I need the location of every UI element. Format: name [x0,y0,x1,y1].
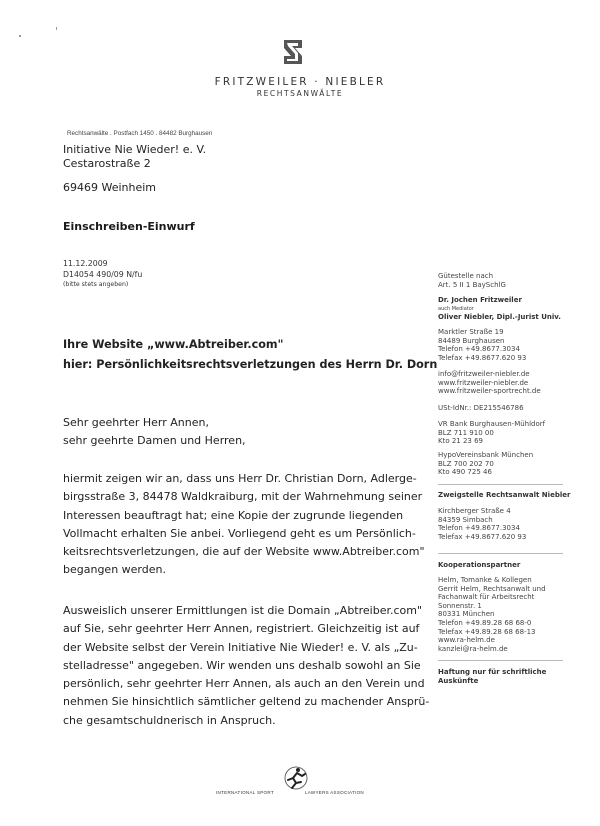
recipient-city: 69469 Weinheim [63,181,157,194]
sidebar-text: Auskünfte [438,676,479,685]
sidebar-web [438,370,598,396]
sidebar-text: 84359 Simbach [438,515,493,524]
paragraph-line: keitsrechtsverletzungen, die auf der Website www.Abtreiber.com" [63,545,425,559]
sidebar-partners [438,296,598,322]
firm-logo-icon [281,39,305,65]
partner-note: auch Mediator [438,305,474,312]
paragraph-line: che gesamtschuldnerisch in Anspruch. [63,713,276,727]
letter-date: 11.12.2009 [63,259,108,268]
sidebar-bank-1 [438,420,598,446]
subject-line-1: Ihre Website „www.Abtreiber.com" [63,338,284,351]
sidebar-text: Gerrit Helm, Rechtsanwalt und [438,584,546,593]
sidebar-text: Telefon +49.8677.3034 [438,524,520,533]
paragraph-line: nehmen Sie hinsichtlich sämtlicher geltend zu machender Ansprü- [63,695,430,709]
sidebar-liability [438,668,598,685]
sidebar-divider [438,484,563,485]
sidebar-guetestelle [438,272,598,289]
sidebar-text: BLZ 700 202 70 [438,459,494,468]
email-link[interactable]: info@fritzweiler-niebler.de [438,370,530,378]
salutation-2: sehr geehrte Damen und Herren, [63,434,246,447]
firm-subtitle: RECHTSANWÄLTE [256,89,344,98]
sidebar-text: Art. 5 II 1 BaySchlG [438,280,506,289]
sidebar-bank-2 [438,451,598,477]
sidebar-text: Marktler Straße 19 [438,328,504,336]
sidebar-text: HypoVereinsbank München [438,451,534,459]
footer-text-right: LAWYERS ASSOCIATION [305,790,364,795]
branch-title: Zweigstelle Rechtsanwalt Niebler [438,491,571,499]
sidebar-text: 80331 München [438,610,495,619]
website-link[interactable]: www.ra-helm.de [438,636,495,645]
paragraph-line: persönlich, sehr geehrter Herr Annen, als auch an den Verein und [63,677,425,691]
recipient-name: Initiative Nie Wieder! e. V. [63,143,207,156]
website-link[interactable]: www.fritzweiler-niebler.de [438,378,529,387]
email-link[interactable]: kanzlei@ra-helm.de [438,644,508,653]
reference-number: D14054 490/09 N/fu [63,270,143,279]
sidebar-text: VR Bank Burghausen-Mühldorf [438,420,546,428]
paragraph-line: hiermit zeigen wir an, dass uns Herr Dr. Christian Dorn, Adlerge- [63,472,417,485]
paragraph-line: birgsstraße 3, 84478 Waldkraiburg, mit der Wahrnehmung seiner [63,490,423,504]
paragraph-line: Interessen beauftragt hat; eine Kopie der zugrunde liegenden [63,508,404,522]
sidebar-text: Telefax +49.89.28 68 68-13 [438,627,536,636]
sidebar-branch [438,507,598,541]
sidebar-text: Haftung nur für schriftliche [438,668,547,676]
firm-name: FRITZWEILER · NIEBLER [214,76,386,88]
sidebar-divider [438,553,563,554]
sidebar-coop [438,576,598,653]
sidebar-text: Kto 490 725 46 [438,468,492,477]
sidebar-branch-title [438,491,598,500]
sidebar-text: BLZ 711 910 00 [438,428,494,437]
sports-lawyers-logo-icon [283,765,309,791]
punch-mark [19,35,21,37]
sidebar-text: Fachanwalt für Arbeitsrecht [438,593,535,602]
sidebar-text: Kto 21 23 69 [438,437,484,446]
sidebar-divider [438,660,563,661]
sidebar-text: Telefon +49.8677.3034 [438,345,520,354]
delivery-method: Einschreiben-Einwurf [63,220,195,233]
paragraph-line: auf Sie, sehr geehrter Herr Annen, registriert. Gleichzeitig ist auf [63,622,420,636]
salutation-1: Sehr geehrter Herr Annen, [63,416,209,429]
sidebar-text: Telefon +49.89.28 68 68-0 [438,618,532,627]
paragraph-line: der Website selbst der Verein Initiative Nie Wieder! e. V. als „Zu- [63,640,418,654]
sidebar-text: Gütestelle nach [438,272,494,280]
partner-name-2: Oliver Niebler, Dipl.-Jurist Univ. [438,313,561,322]
sender-return-line: Rechtsanwälte . Postfach 1450 . 84482 Burghausen [67,130,213,137]
sidebar-address [438,328,598,362]
sidebar-text: 84489 Burghausen [438,336,505,345]
sidebar-text: Telefax +49.8677.620 93 [438,532,527,541]
coop-title: Kooperationspartner [438,561,521,569]
reference-note: (bitte stets angeben) [63,281,129,288]
sidebar-text: Kirchberger Straße 4 [438,507,511,515]
sidebar-text: Sonnenstr. 1 [438,601,482,610]
paragraph-line: Ausweislich unserer Ermittlungen ist die Domain „Abtreiber.com" [63,604,423,617]
paragraph-line: begangen werden. [63,563,166,577]
website-link[interactable]: www.fritzweiler-sportrecht.de [438,387,541,396]
subject-line-2: hier: Persönlichkeitsrechtsverletzungen des Herrn Dr. Dorn [63,358,438,371]
sidebar-text: Helm, Tomanke & Kollegen [438,576,532,584]
recipient-street: Cestarostraße 2 [63,157,151,170]
sidebar-text: Telefax +49.8677.620 93 [438,353,527,362]
paragraph-line: Vollmacht erhalten Sie anbei. Vorliegend geht es um Persönlich- [63,526,416,540]
paragraph-line: stelladresse" angegeben. Wir wenden uns deshalb sowohl an Sie [63,658,421,672]
footer-text-left: INTERNATIONAL SPORT [216,790,274,795]
sidebar-coop-title [438,561,598,570]
fold-mark [56,27,57,30]
sidebar-vat: USt-IdNr.: DE215546786 [438,404,524,412]
partner-name: Dr. Jochen Fritzweiler [438,296,522,304]
